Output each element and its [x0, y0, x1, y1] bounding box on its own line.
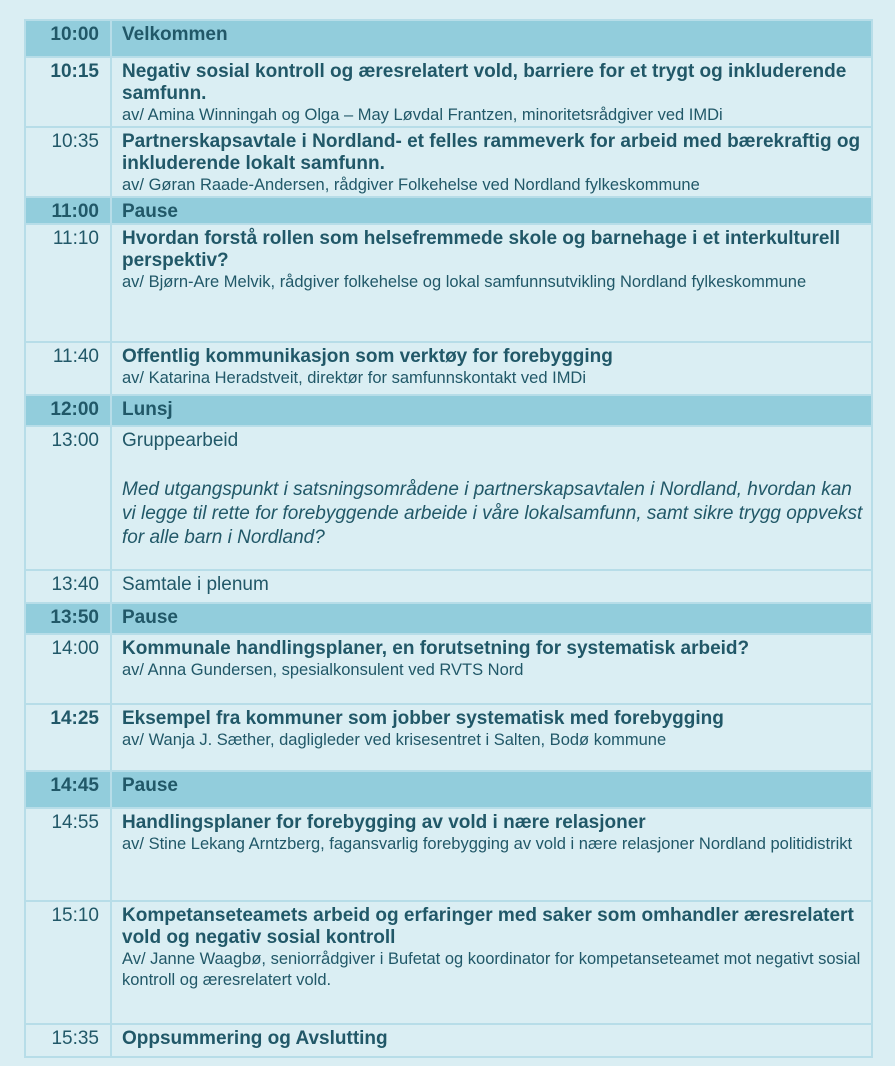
agenda-row [25, 704, 872, 771]
agenda-body [25, 20, 872, 1057]
agenda-title: Kommunale handlingsplaner, en forutsetning for systematisk arbeid? [122, 638, 750, 659]
agenda-title: Partnerskapsavtale i Nordland- et felles rammeverk for arbeid med bærekraftig og inkluderende lokalt samfunn. [122, 131, 861, 174]
agenda-content [111, 127, 872, 197]
agenda-row [25, 224, 872, 342]
agenda-title: Oppsummering og Avslutting [122, 1028, 388, 1049]
agenda-time: 11:10 [25, 224, 111, 342]
agenda-row [25, 426, 872, 570]
agenda-row [25, 342, 872, 395]
agenda-table [24, 19, 873, 1058]
agenda-content [111, 20, 872, 57]
agenda-title: Pause [122, 607, 178, 628]
agenda-row [25, 771, 872, 808]
agenda-time: 10:00 [25, 20, 111, 57]
agenda-row [25, 127, 872, 197]
agenda-content [111, 901, 872, 1024]
agenda-row [25, 395, 872, 426]
agenda-row [25, 1024, 872, 1057]
agenda-speaker: av/ Bjørn-Are Melvik, rådgiver folkehelse og lokal samfunnsutvikling Nordland fylkeskommune [122, 273, 807, 291]
agenda-title: Kompetanseteamets arbeid og erfaringer med saker som omhandler æresrelatert vold og negativ sosial kontroll [122, 905, 854, 948]
agenda-title: Handlingsplaner for forebygging av vold i nære relasjoner [122, 812, 646, 833]
agenda-row [25, 20, 872, 57]
agenda-content [111, 704, 872, 771]
agenda-title: Hvordan forstå rollen som helsefremmede skole og barnehage i et interkulturell perspektiv? [122, 228, 840, 271]
agenda-time: 13:50 [25, 603, 111, 634]
agenda-row [25, 570, 872, 603]
agenda-content [111, 426, 872, 570]
agenda-title: Offentlig kommunikasjon som verktøy for forebygging [122, 346, 613, 367]
agenda-time: 12:00 [25, 395, 111, 426]
agenda-title: Eksempel fra kommuner som jobber systematisk med forebygging [122, 708, 724, 729]
agenda-time: 11:40 [25, 342, 111, 395]
agenda-speaker: Av/ Janne Waagbø, seniorrådgiver i Bufetat og koordinator for kompetanseteamet mot negativt sosial kontroll og æresrelatert vold. [122, 950, 861, 989]
agenda-content [111, 1024, 872, 1057]
agenda-time: 14:00 [25, 634, 111, 704]
agenda-item-text: Samtale i plenum [122, 574, 269, 595]
agenda-time: 15:10 [25, 901, 111, 1024]
agenda-content [111, 603, 872, 634]
agenda-row [25, 197, 872, 224]
agenda-time: 10:35 [25, 127, 111, 197]
agenda-title: Negativ sosial kontroll og æresrelatert vold, barriere for et trygt og inkluderende samfunn. [122, 61, 847, 104]
agenda-speaker: av/ Wanja J. Sæther, dagligleder ved krisesentret i Salten, Bodø kommune [122, 731, 667, 749]
agenda-time: 14:45 [25, 771, 111, 808]
agenda-row [25, 57, 872, 127]
agenda-item-text: Gruppearbeid [122, 430, 239, 451]
agenda-time: 14:25 [25, 704, 111, 771]
agenda-speaker: av/ Stine Lekang Arntzberg, fagansvarlig forebygging av vold i nære relasjoner Nordland politidistrikt [122, 835, 853, 853]
agenda-time: 15:35 [25, 1024, 111, 1057]
agenda-content [111, 771, 872, 808]
agenda-time: 13:00 [25, 426, 111, 570]
agenda-title: Pause [122, 201, 178, 222]
agenda-speaker: av/ Anna Gundersen, spesialkonsulent ved RVTS Nord [122, 661, 524, 679]
agenda-title: Lunsj [122, 399, 173, 420]
agenda-title: Pause [122, 775, 178, 796]
agenda-description: Med utgangspunkt i satsningsområdene i partnerskapsavtalen i Nordland, hvordan kan vi legge til rette for forebyggende arbeide i våre lokalsamfunn, samt sikre trygg oppvekst for alle barn i Nordland? [122, 479, 863, 548]
agenda-time: 10:15 [25, 57, 111, 127]
agenda-content [111, 570, 872, 603]
agenda-speaker: av/ Amina Winningah og Olga – May Løvdal Frantzen, minoritetsrådgiver ved IMDi [122, 106, 723, 124]
agenda-content [111, 395, 872, 426]
agenda-title: Velkommen [122, 24, 228, 45]
agenda-content [111, 808, 872, 901]
agenda-row [25, 901, 872, 1024]
agenda-time: 14:55 [25, 808, 111, 901]
agenda-row [25, 808, 872, 901]
agenda-row [25, 634, 872, 704]
agenda-content [111, 342, 872, 395]
agenda-content [111, 197, 872, 224]
agenda-content [111, 57, 872, 127]
agenda-content [111, 224, 872, 342]
agenda-content [111, 634, 872, 704]
agenda-row [25, 603, 872, 634]
agenda-time: 11:00 [25, 197, 111, 224]
agenda-speaker: av/ Gøran Raade-Andersen, rådgiver Folkehelse ved Nordland fylkeskommune [122, 176, 700, 194]
agenda-speaker: av/ Katarina Heradstveit, direktør for samfunnskontakt ved IMDi [122, 369, 587, 387]
agenda-time: 13:40 [25, 570, 111, 603]
